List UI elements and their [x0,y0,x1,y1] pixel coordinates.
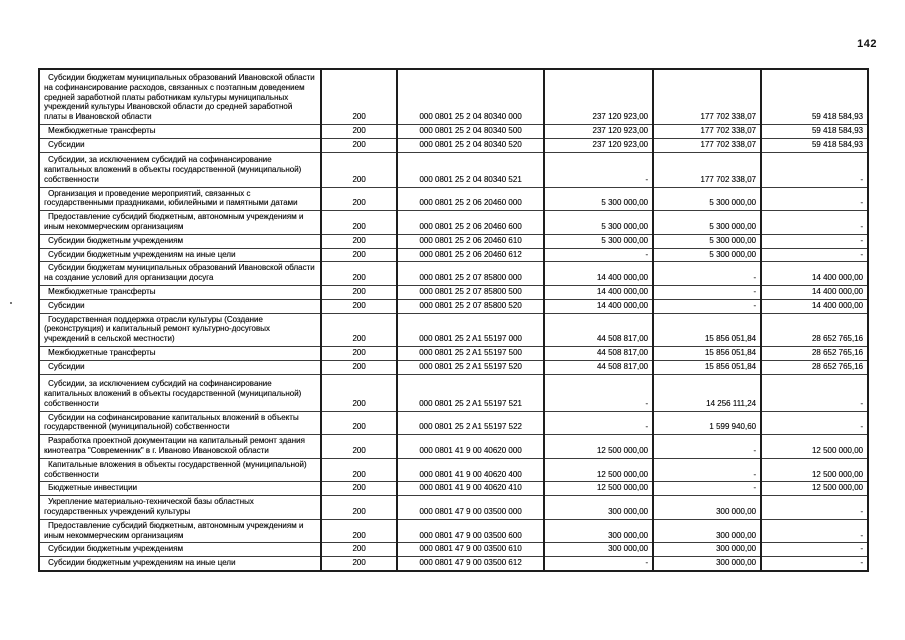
row-amount-approved: - [544,374,653,411]
row-description: Субсидии на софинансирование капитальных вложений в объекты государственной (муниципальной) собственности [39,411,321,435]
row-budget-classification-code: 000 0801 25 2 A1 55197 520 [397,360,544,374]
row-amount-executed: - [653,262,761,286]
table-row [39,248,868,262]
table-row [39,346,868,360]
row-amount-unexecuted: - [761,543,868,557]
row-amount-executed: 177 702 338,07 [653,125,761,139]
row-amount-unexecuted: - [761,374,868,411]
row-expense-type-code: 200 [321,234,397,248]
row-amount-approved: 300 000,00 [544,543,653,557]
table-row [39,234,868,248]
row-budget-classification-code: 000 0801 41 9 00 40620 400 [397,458,544,482]
table-row [39,69,868,125]
row-amount-approved: 44 508 817,00 [544,346,653,360]
row-expense-type-code: 200 [321,458,397,482]
row-description: Субсидии, за исключением субсидий на софинансирование капитальных вложений в объекты государственной (муниципальной) собственности [39,374,321,411]
table-row [39,313,868,346]
row-amount-approved: 44 508 817,00 [544,360,653,374]
row-description: Предоставление субсидий бюджетным, автономным учреждениям и иным некоммерческим организациям [39,211,321,235]
row-amount-executed: 177 702 338,07 [653,69,761,125]
table-row [39,496,868,520]
row-budget-classification-code: 000 0801 25 2 A1 55197 500 [397,346,544,360]
row-amount-executed: 300 000,00 [653,496,761,520]
row-amount-executed: - [653,435,761,459]
row-amount-unexecuted: - [761,519,868,543]
row-amount-approved: 14 400 000,00 [544,285,653,299]
row-amount-executed: 177 702 338,07 [653,138,761,152]
row-expense-type-code: 200 [321,211,397,235]
row-expense-type-code: 200 [321,138,397,152]
row-description: Субсидии бюджетным учреждениям на иные цели [39,248,321,262]
table-row [39,374,868,411]
table-row [39,360,868,374]
row-amount-approved: 12 500 000,00 [544,482,653,496]
row-amount-executed: - [653,285,761,299]
row-amount-unexecuted: - [761,557,868,571]
row-amount-unexecuted: 59 418 584,93 [761,125,868,139]
row-expense-type-code: 200 [321,496,397,520]
row-description: Предоставление субсидий бюджетным, автономным учреждениям и иным некоммерческим организациям [39,519,321,543]
row-budget-classification-code: 000 0801 25 2 06 20460 000 [397,187,544,211]
row-amount-executed: 300 000,00 [653,543,761,557]
row-amount-unexecuted: 28 652 765,16 [761,360,868,374]
row-amount-approved: 14 400 000,00 [544,299,653,313]
row-expense-type-code: 200 [321,299,397,313]
row-budget-classification-code: 000 0801 47 9 00 03500 000 [397,496,544,520]
row-amount-unexecuted: - [761,211,868,235]
page-number: 142 [857,38,877,50]
row-budget-classification-code: 000 0801 25 2 06 20460 610 [397,234,544,248]
row-expense-type-code: 200 [321,187,397,211]
scan-artifact-dot [10,302,12,304]
row-budget-classification-code: 000 0801 25 2 04 80340 520 [397,138,544,152]
row-budget-classification-code: 000 0801 25 2 07 85800 000 [397,262,544,286]
row-description: Государственная поддержка отрасли культуры (Создание (реконструкция) и капитальный ремонт культурно-досуговых учреждений в сельской местности) [39,313,321,346]
row-description: Субсидии бюджетным учреждениям на иные цели [39,557,321,571]
row-budget-classification-code: 000 0801 25 2 07 85800 520 [397,299,544,313]
row-description: Межбюджетные трансферты [39,285,321,299]
row-expense-type-code: 200 [321,519,397,543]
row-expense-type-code: 200 [321,262,397,286]
row-amount-approved: 44 508 817,00 [544,313,653,346]
row-description: Субсидии бюджетным учреждениям [39,543,321,557]
row-budget-classification-code: 000 0801 25 2 07 85800 500 [397,285,544,299]
row-expense-type-code: 200 [321,374,397,411]
row-amount-unexecuted: - [761,187,868,211]
row-budget-classification-code: 000 0801 25 2 A1 55197 522 [397,411,544,435]
row-description: Субсидии, за исключением субсидий на софинансирование капитальных вложений в объекты государственной (муниципальной) собственности [39,152,321,187]
row-amount-unexecuted: - [761,496,868,520]
row-amount-unexecuted: 14 400 000,00 [761,262,868,286]
row-amount-unexecuted: 59 418 584,93 [761,69,868,125]
row-amount-executed: 15 856 051,84 [653,313,761,346]
row-budget-classification-code: 000 0801 25 2 A1 55197 000 [397,313,544,346]
row-budget-classification-code: 000 0801 25 2 04 80340 000 [397,69,544,125]
row-expense-type-code: 200 [321,313,397,346]
row-description: Капитальные вложения в объекты государственной (муниципальной) собственности [39,458,321,482]
row-amount-unexecuted: - [761,411,868,435]
row-expense-type-code: 200 [321,285,397,299]
row-description: Межбюджетные трансферты [39,125,321,139]
row-description: Бюджетные инвестиции [39,482,321,496]
row-budget-classification-code: 000 0801 41 9 00 40620 410 [397,482,544,496]
row-amount-approved: 12 500 000,00 [544,458,653,482]
row-budget-classification-code: 000 0801 41 9 00 40620 000 [397,435,544,459]
row-amount-unexecuted: - [761,248,868,262]
row-budget-classification-code: 000 0801 25 2 04 80340 521 [397,152,544,187]
row-amount-executed: 5 300 000,00 [653,187,761,211]
row-description: Укрепление материально-технической базы областных государственных учреждений культуры [39,496,321,520]
row-amount-executed: 177 702 338,07 [653,152,761,187]
row-expense-type-code: 200 [321,346,397,360]
row-amount-executed: 300 000,00 [653,519,761,543]
row-expense-type-code: 200 [321,360,397,374]
row-amount-unexecuted: 14 400 000,00 [761,285,868,299]
row-amount-executed: 300 000,00 [653,557,761,571]
table-row [39,519,868,543]
row-description: Субсидии [39,360,321,374]
table-row [39,262,868,286]
row-budget-classification-code: 000 0801 47 9 00 03500 610 [397,543,544,557]
row-amount-approved: 237 120 923,00 [544,138,653,152]
row-amount-unexecuted: 12 500 000,00 [761,458,868,482]
row-amount-approved: - [544,557,653,571]
row-budget-classification-code: 000 0801 47 9 00 03500 612 [397,557,544,571]
row-amount-approved: 5 300 000,00 [544,187,653,211]
table-row [39,125,868,139]
row-amount-executed: - [653,482,761,496]
row-amount-unexecuted: 28 652 765,16 [761,313,868,346]
row-amount-executed: 15 856 051,84 [653,360,761,374]
row-amount-unexecuted: 12 500 000,00 [761,482,868,496]
row-amount-unexecuted: 14 400 000,00 [761,299,868,313]
row-amount-executed: 5 300 000,00 [653,234,761,248]
row-description: Субсидии бюджетам муниципальных образований Ивановской области на софинансирование расходов, связанных с поэтапным доведением средней заработной платы работникам культуры муниципальных учреждений культуры Ивановской области до средней заработной платы в Ивановской области [39,69,321,125]
row-budget-classification-code: 000 0801 25 2 06 20460 600 [397,211,544,235]
table-row [39,482,868,496]
table-row [39,187,868,211]
table-row [39,285,868,299]
row-amount-approved: 237 120 923,00 [544,69,653,125]
row-amount-unexecuted: - [761,152,868,187]
row-expense-type-code: 200 [321,125,397,139]
table-row [39,138,868,152]
table-row [39,411,868,435]
table-row [39,152,868,187]
row-amount-approved: 300 000,00 [544,519,653,543]
row-expense-type-code: 200 [321,435,397,459]
row-description: Межбюджетные трансферты [39,346,321,360]
row-expense-type-code: 200 [321,557,397,571]
table-row [39,458,868,482]
row-amount-unexecuted: 59 418 584,93 [761,138,868,152]
row-budget-classification-code: 000 0801 47 9 00 03500 600 [397,519,544,543]
row-amount-executed: 1 599 940,60 [653,411,761,435]
table-row [39,543,868,557]
row-amount-unexecuted: - [761,234,868,248]
budget-table [38,68,869,572]
row-amount-approved: 5 300 000,00 [544,234,653,248]
row-amount-executed: 14 256 111,24 [653,374,761,411]
row-amount-unexecuted: 28 652 765,16 [761,346,868,360]
table-row [39,211,868,235]
row-amount-approved: 300 000,00 [544,496,653,520]
row-expense-type-code: 200 [321,482,397,496]
row-amount-executed: 15 856 051,84 [653,346,761,360]
row-expense-type-code: 200 [321,543,397,557]
row-amount-executed: 5 300 000,00 [653,248,761,262]
row-amount-approved: - [544,248,653,262]
table-row [39,299,868,313]
row-amount-executed: - [653,299,761,313]
row-expense-type-code: 200 [321,152,397,187]
table-row [39,435,868,459]
row-description: Разработка проектной документации на капитальный ремонт здания кинотеатра "Современник" в г. Иваново Ивановской области [39,435,321,459]
row-amount-approved: 14 400 000,00 [544,262,653,286]
row-expense-type-code: 200 [321,69,397,125]
row-budget-classification-code: 000 0801 25 2 A1 55197 521 [397,374,544,411]
row-budget-classification-code: 000 0801 25 2 06 20460 612 [397,248,544,262]
row-expense-type-code: 200 [321,411,397,435]
row-amount-executed: 5 300 000,00 [653,211,761,235]
row-amount-approved: 237 120 923,00 [544,125,653,139]
row-expense-type-code: 200 [321,248,397,262]
row-description: Субсидии бюджетным учреждениям [39,234,321,248]
row-amount-approved: 12 500 000,00 [544,435,653,459]
row-amount-approved: - [544,411,653,435]
row-amount-unexecuted: 12 500 000,00 [761,435,868,459]
row-description: Субсидии бюджетам муниципальных образований Ивановской области на создание условий для организации досуга [39,262,321,286]
row-description: Организация и проведение мероприятий, связанных с государственными праздниками, юбилейными и памятными датами [39,187,321,211]
table-row [39,557,868,571]
row-amount-executed: - [653,458,761,482]
row-amount-approved: - [544,152,653,187]
row-description: Субсидии [39,299,321,313]
row-amount-approved: 5 300 000,00 [544,211,653,235]
row-description: Субсидии [39,138,321,152]
budget-table-body [39,69,868,571]
row-budget-classification-code: 000 0801 25 2 04 80340 500 [397,125,544,139]
